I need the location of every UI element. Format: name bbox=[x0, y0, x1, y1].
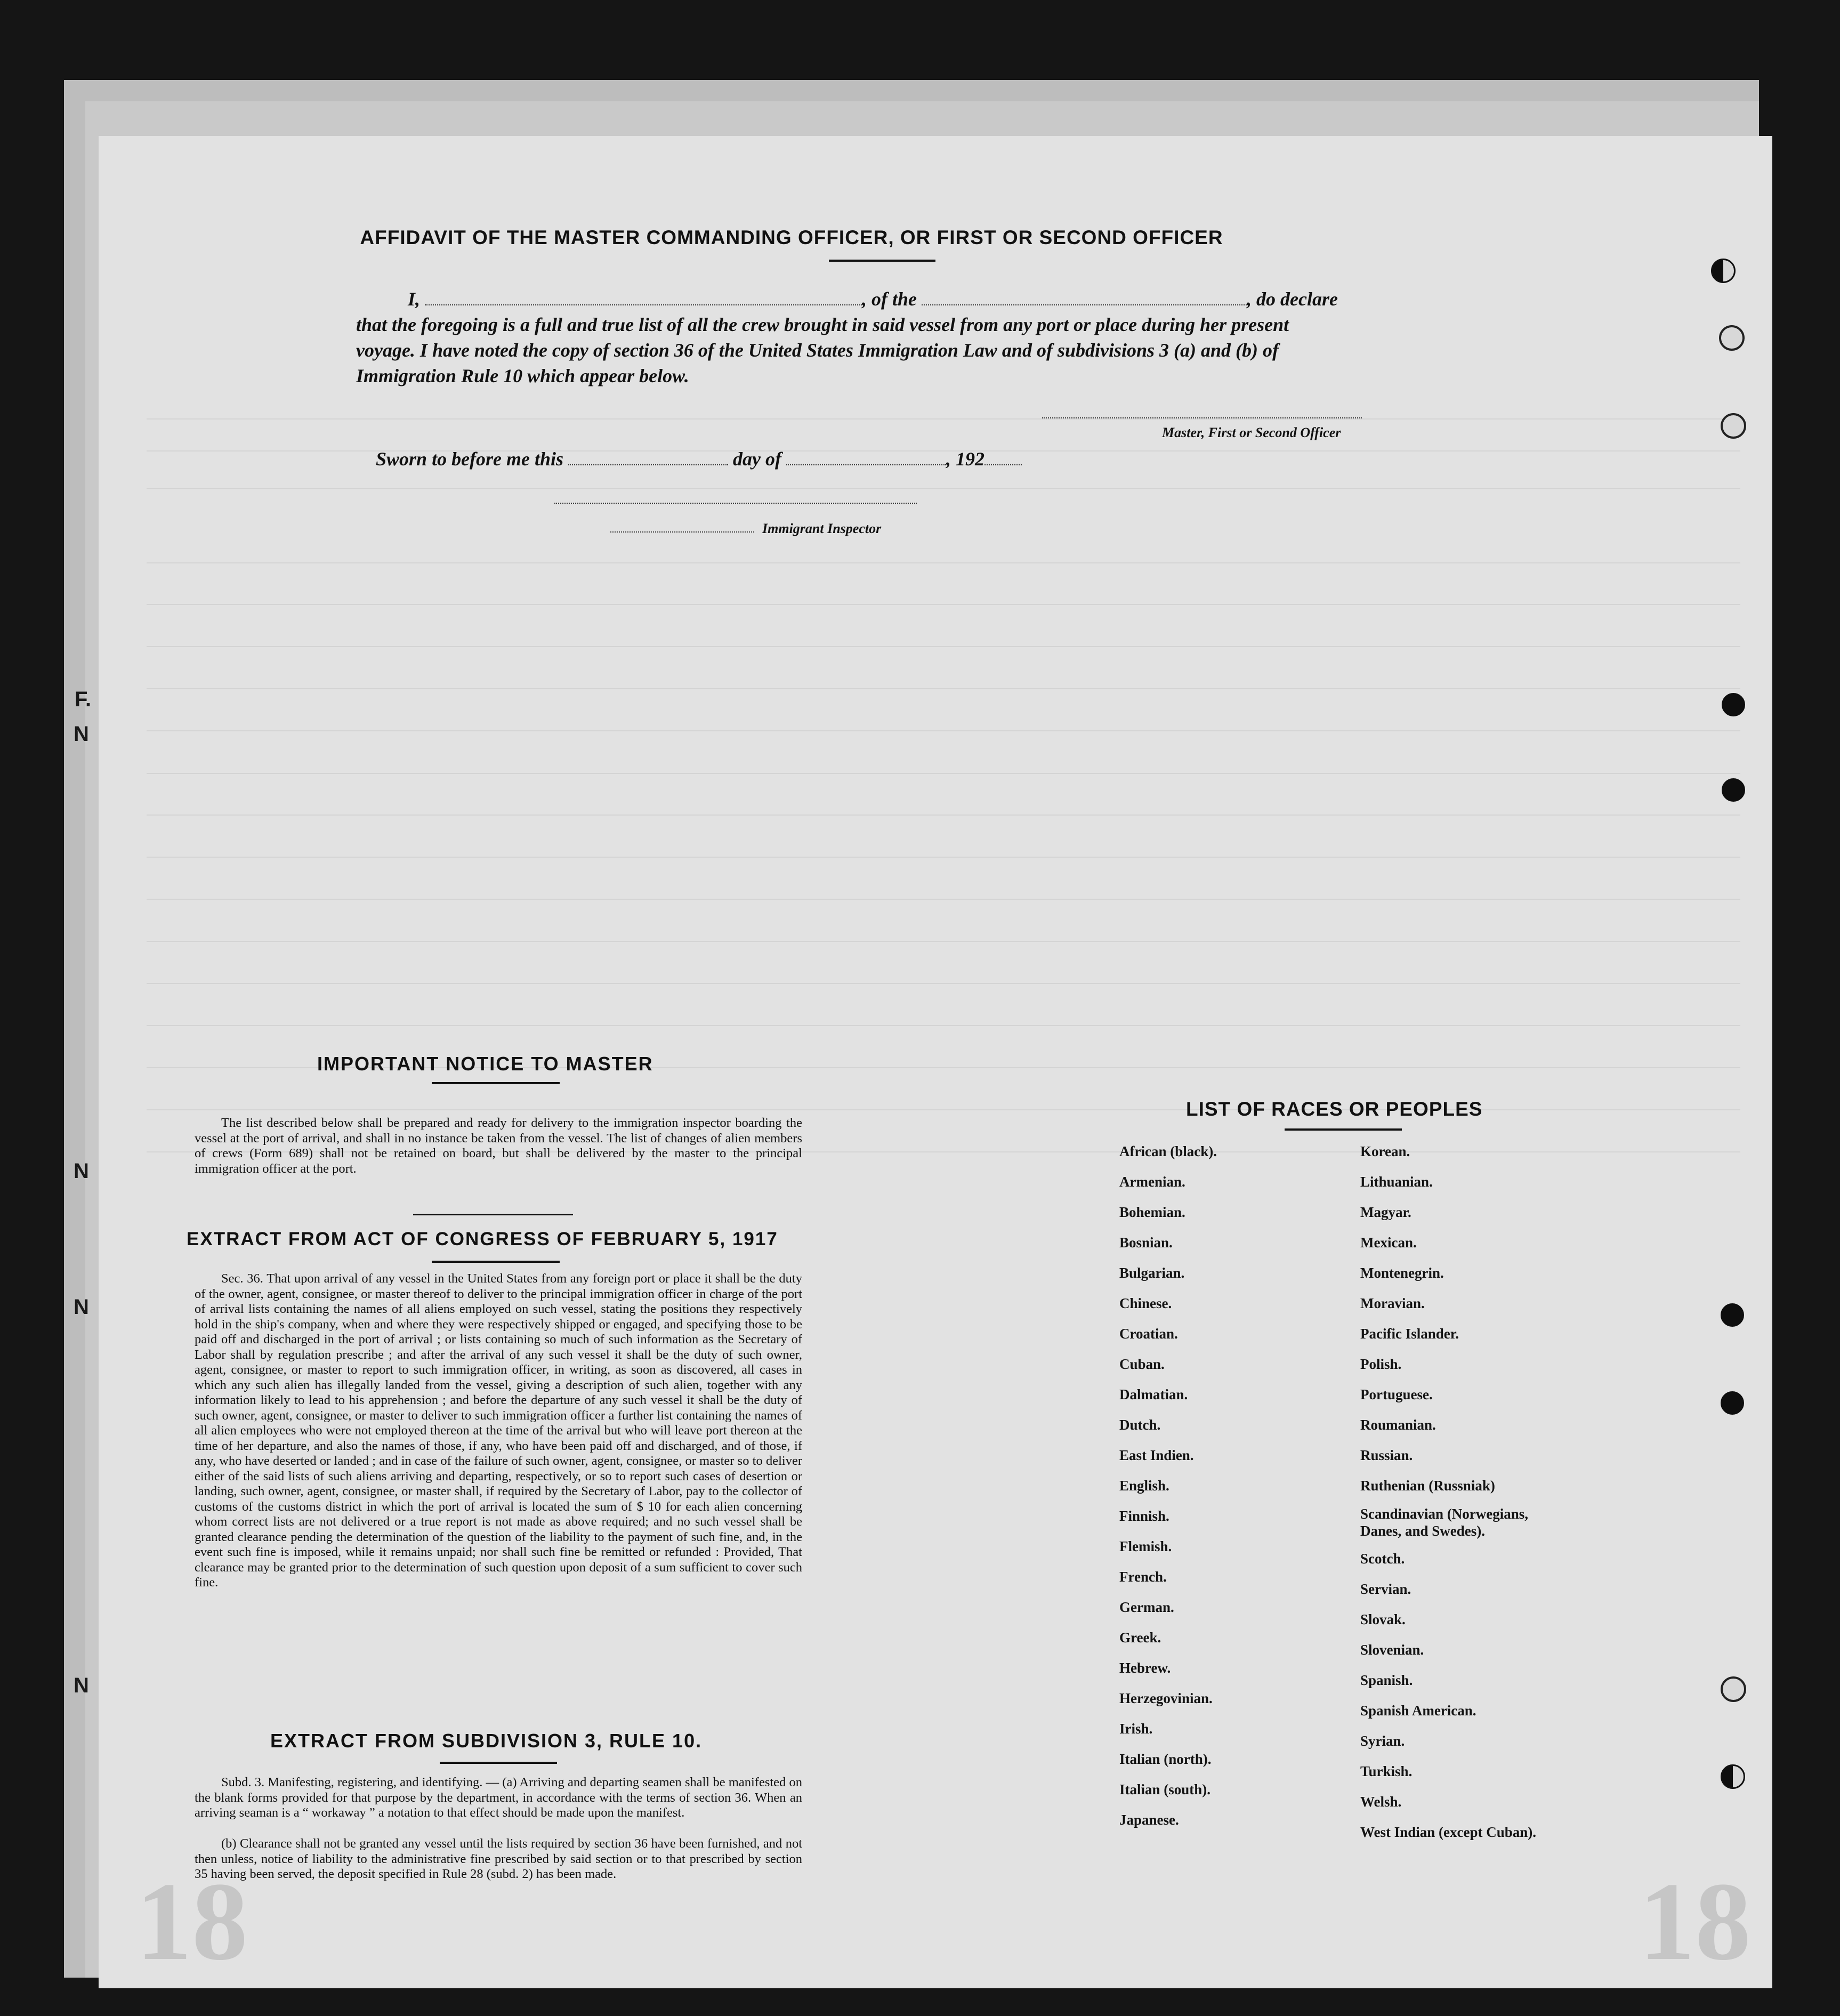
notice-divider bbox=[413, 1214, 573, 1215]
race-item: Portuguese. bbox=[1360, 1386, 1433, 1402]
race-item: Croatian. bbox=[1119, 1326, 1178, 1342]
edge-fragment: N bbox=[74, 1674, 89, 1697]
ghost-rule bbox=[147, 899, 1740, 900]
notice-underline bbox=[432, 1082, 560, 1084]
races-underline bbox=[1285, 1128, 1402, 1131]
race-item: African (black). bbox=[1119, 1143, 1217, 1159]
affidavit-line-3: voyage. I have noted the copy of section 36 of the United States Immigration Law and of subdivisions 3 (a) and (b) of bbox=[356, 340, 1279, 361]
ghost-rule bbox=[147, 562, 1740, 563]
sworn-line bbox=[376, 446, 1022, 472]
punch-hole bbox=[1719, 325, 1745, 351]
race-item: Armenian. bbox=[1119, 1174, 1185, 1190]
race-item: Turkish. bbox=[1360, 1763, 1413, 1779]
race-item: Hebrew. bbox=[1119, 1660, 1171, 1676]
notice-title: IMPORTANT NOTICE TO MASTER bbox=[317, 1053, 653, 1075]
vessel-blank bbox=[922, 289, 1247, 305]
race-item: Montenegrin. bbox=[1360, 1265, 1444, 1281]
sworn-month-blank bbox=[786, 449, 946, 465]
ghost-rule bbox=[147, 941, 1740, 942]
extract-rule-text-a: Subd. 3. Manifesting, registering, and identifying. — (a) Arriving and departing seamen shall be manifested on the blank forms provided for that purpose by the department, in accordance with the terms of section 36. When an arriving seaman is a “ workaway ” a notation to that effect should be made upon the manifest. bbox=[195, 1775, 802, 1820]
ghost-rule bbox=[147, 604, 1740, 605]
race-item: Spanish American. bbox=[1360, 1703, 1476, 1719]
punch-hole bbox=[1722, 693, 1745, 716]
affidavit-line-1 bbox=[408, 286, 1338, 312]
affidavit-line-4: Immigration Rule 10 which appear below. bbox=[356, 365, 689, 386]
race-item: East Indien. bbox=[1119, 1447, 1194, 1463]
race-item: Slovenian. bbox=[1360, 1642, 1424, 1658]
edge-fragment: N bbox=[74, 722, 89, 746]
ghost-rule bbox=[147, 815, 1740, 816]
affidavit-of-the: , of the bbox=[862, 288, 917, 310]
race-item: Irish. bbox=[1119, 1721, 1153, 1737]
race-item: Scandinavian (Norwegians, Danes, and Swedes). bbox=[1360, 1506, 1529, 1539]
race-item: Polish. bbox=[1360, 1356, 1402, 1372]
races-title: LIST OF RACES OR PEOPLES bbox=[1186, 1098, 1483, 1120]
extract-congress-title: EXTRACT FROM ACT OF CONGRESS OF FEBRUARY 5, 1917 bbox=[187, 1229, 778, 1249]
extract-rule-title: EXTRACT FROM SUBDIVISION 3, RULE 10. bbox=[270, 1730, 703, 1752]
inspector-signature-blank bbox=[554, 488, 917, 504]
punch-hole bbox=[1722, 778, 1745, 802]
ghost-rule bbox=[147, 1109, 1740, 1110]
race-item: Bosnian. bbox=[1119, 1235, 1173, 1251]
master-signature-blank bbox=[1042, 402, 1362, 418]
race-item: Japanese. bbox=[1119, 1812, 1179, 1828]
race-item: German. bbox=[1119, 1599, 1174, 1615]
ghost-rule bbox=[147, 418, 1740, 420]
inspector-short-blank bbox=[610, 517, 754, 533]
sworn-text: Sworn to before me this bbox=[376, 448, 564, 470]
race-item: English. bbox=[1119, 1478, 1169, 1494]
affidavit-title: AFFIDAVIT OF THE MASTER COMMANDING OFFICER, OR FIRST OR SECOND OFFICER bbox=[360, 227, 1223, 248]
race-item: Russian. bbox=[1360, 1447, 1413, 1463]
race-item: Korean. bbox=[1360, 1143, 1410, 1159]
punch-hole bbox=[1721, 1764, 1745, 1789]
edge-fragment: N bbox=[74, 1159, 89, 1183]
affidavit-page bbox=[99, 136, 1772, 1988]
ghost-rule bbox=[147, 857, 1740, 858]
race-item: Pacific Islander. bbox=[1360, 1326, 1459, 1342]
race-item: Herzegovinian. bbox=[1119, 1690, 1213, 1706]
affidavit-do-declare: , do declare bbox=[1247, 288, 1338, 310]
extract-rule-text-b: (b) Clearance shall not be granted any vessel until the lists required by section 36 have been furnished, and not then unless, notice of liability to the administrative fine prescribed by said section or to that prescribed by section 35 having been served, the deposit specified in Rule 28 (subd. 2) has been made. bbox=[195, 1836, 802, 1881]
extract-congress-text: Sec. 36. That upon arrival of any vessel in the United States from any foreign port or place it shall be the duty of the owner, agent, consignee, or master thereof to deliver to the principal immigration officer in charge of the port of arrival lists containing the names of all aliens employed on such vessel, stating the positions they respectively hold in the ship's company, when and where they were respectively shipped or engaged, and specifying those to be paid off and discharged in the port of arrival ; or lists containing so much of such information as the Secretary of Labor shall by regulation prescribe ; and after the arrival of any such vessel it shall be the duty of such owner, agent, consignee, or master to report to such immigration officer, in writing, as soon as discovered, all cases in which any such alien has illegally landed from the vessel, giving a description of such alien, together with any information likely to lead to his apprehension ; and before the departure of any such vessel it shall be the duty of such owner, agent, consignee, or master to deliver to such immigration officer a further list containing the names of all alien employees who were not employed thereon at the time of the arrival but who will leave port thereon at the time of her departure, and also the names of those, if any, who have been paid off and discharged, and of those, if any, who have deserted or landed ; and in case of the failure of such owner, agent, consignee, or master so to deliver either of the said lists of such aliens arriving and departing, respectively, or so to report such cases of desertion or landing, such owner, agent, consignee, or master shall, if required by the Secretary of Labor, pay to the collector of customs of the customs district in which the port of arrival is located the sum of $ 10 for each alien concerning whom correct lists are not delivered or a true report is not made as above required; and no such vessel shall be granted clearance pending the determination of the question of the liability to the payment of such fine, and, in the event such fine is imposed, while it remains unpaid; nor shall such fine be remitted or refunded : Provided, That clearance may be granted prior to the determination of such question upon deposit of a sum sufficient to cover such fine. bbox=[195, 1271, 802, 1590]
edge-fragment: F. bbox=[75, 688, 92, 711]
race-item: West Indian (except Cuban). bbox=[1360, 1824, 1537, 1840]
ghost-rule bbox=[147, 983, 1740, 984]
edge-fragment: N bbox=[74, 1295, 89, 1319]
title-underline bbox=[829, 260, 935, 262]
sworn-year-blank bbox=[984, 449, 1022, 465]
race-item: Bulgarian. bbox=[1119, 1265, 1185, 1281]
ghost-page-number: 18 bbox=[1639, 1860, 1751, 1983]
race-item: Roumanian. bbox=[1360, 1417, 1436, 1433]
race-item: Bohemian. bbox=[1119, 1204, 1185, 1220]
race-item: Syrian. bbox=[1360, 1733, 1405, 1749]
punch-hole bbox=[1721, 1303, 1744, 1327]
name-blank bbox=[425, 289, 862, 305]
ghost-rule bbox=[147, 646, 1740, 647]
race-item: Finnish. bbox=[1119, 1508, 1169, 1524]
affidavit-i: I, bbox=[408, 288, 421, 310]
race-item: Lithuanian. bbox=[1360, 1174, 1433, 1190]
race-item: French. bbox=[1119, 1569, 1167, 1585]
race-item: Chinese. bbox=[1119, 1295, 1172, 1311]
affidavit-line-2: that the foregoing is a full and true list of all the crew brought in said vessel from any port or place during her present bbox=[356, 314, 1289, 335]
extract-congress-underline bbox=[432, 1261, 560, 1263]
race-item: Spanish. bbox=[1360, 1672, 1413, 1688]
race-item: Magyar. bbox=[1360, 1204, 1411, 1220]
ghost-rule bbox=[147, 773, 1740, 774]
master-caption: Master, First or Second Officer bbox=[1162, 425, 1341, 440]
race-item: Flemish. bbox=[1119, 1538, 1172, 1554]
sworn-day-blank bbox=[568, 449, 728, 465]
race-item: Italian (north). bbox=[1119, 1751, 1212, 1767]
race-item: Slovak. bbox=[1360, 1611, 1406, 1627]
sworn-day-of: day of bbox=[733, 448, 782, 470]
inspector-caption: Immigrant Inspector bbox=[762, 521, 882, 536]
ghost-page-number: 18 bbox=[136, 1860, 248, 1983]
race-item: Dalmatian. bbox=[1119, 1386, 1188, 1402]
ghost-rule bbox=[147, 730, 1740, 731]
ghost-rule bbox=[147, 688, 1740, 689]
punch-hole bbox=[1721, 413, 1746, 439]
sworn-year-prefix: , 192 bbox=[946, 448, 985, 470]
race-item: Moravian. bbox=[1360, 1295, 1425, 1311]
race-item: Cuban. bbox=[1119, 1356, 1165, 1372]
race-item: Dutch. bbox=[1119, 1417, 1161, 1433]
notice-text: The list described below shall be prepared and ready for delivery to the immigration inspector boarding the vessel at the port of arrival, and shall in no instance be taken from the vessel. The list of changes of alien members of crews (Form 689) shall not be retained on board, but shall be delivered by the master to the principal immigration officer at the port. bbox=[195, 1116, 802, 1176]
race-item: Ruthenian (Russniak) bbox=[1360, 1478, 1495, 1494]
punch-hole bbox=[1711, 259, 1736, 283]
race-item: Welsh. bbox=[1360, 1794, 1402, 1810]
race-item: Servian. bbox=[1360, 1581, 1411, 1597]
extract-rule-underline bbox=[440, 1762, 557, 1764]
race-item: Italian (south). bbox=[1119, 1781, 1211, 1797]
punch-hole bbox=[1721, 1676, 1746, 1702]
ghost-rule bbox=[147, 488, 1740, 489]
race-item: Scotch. bbox=[1360, 1551, 1405, 1567]
race-item: Mexican. bbox=[1360, 1235, 1417, 1251]
race-item: Greek. bbox=[1119, 1630, 1161, 1646]
ghost-rule bbox=[147, 1025, 1740, 1026]
punch-hole bbox=[1721, 1391, 1744, 1415]
races-column-1 bbox=[1119, 1141, 1217, 1840]
races-column-2 bbox=[1360, 1141, 1536, 1852]
